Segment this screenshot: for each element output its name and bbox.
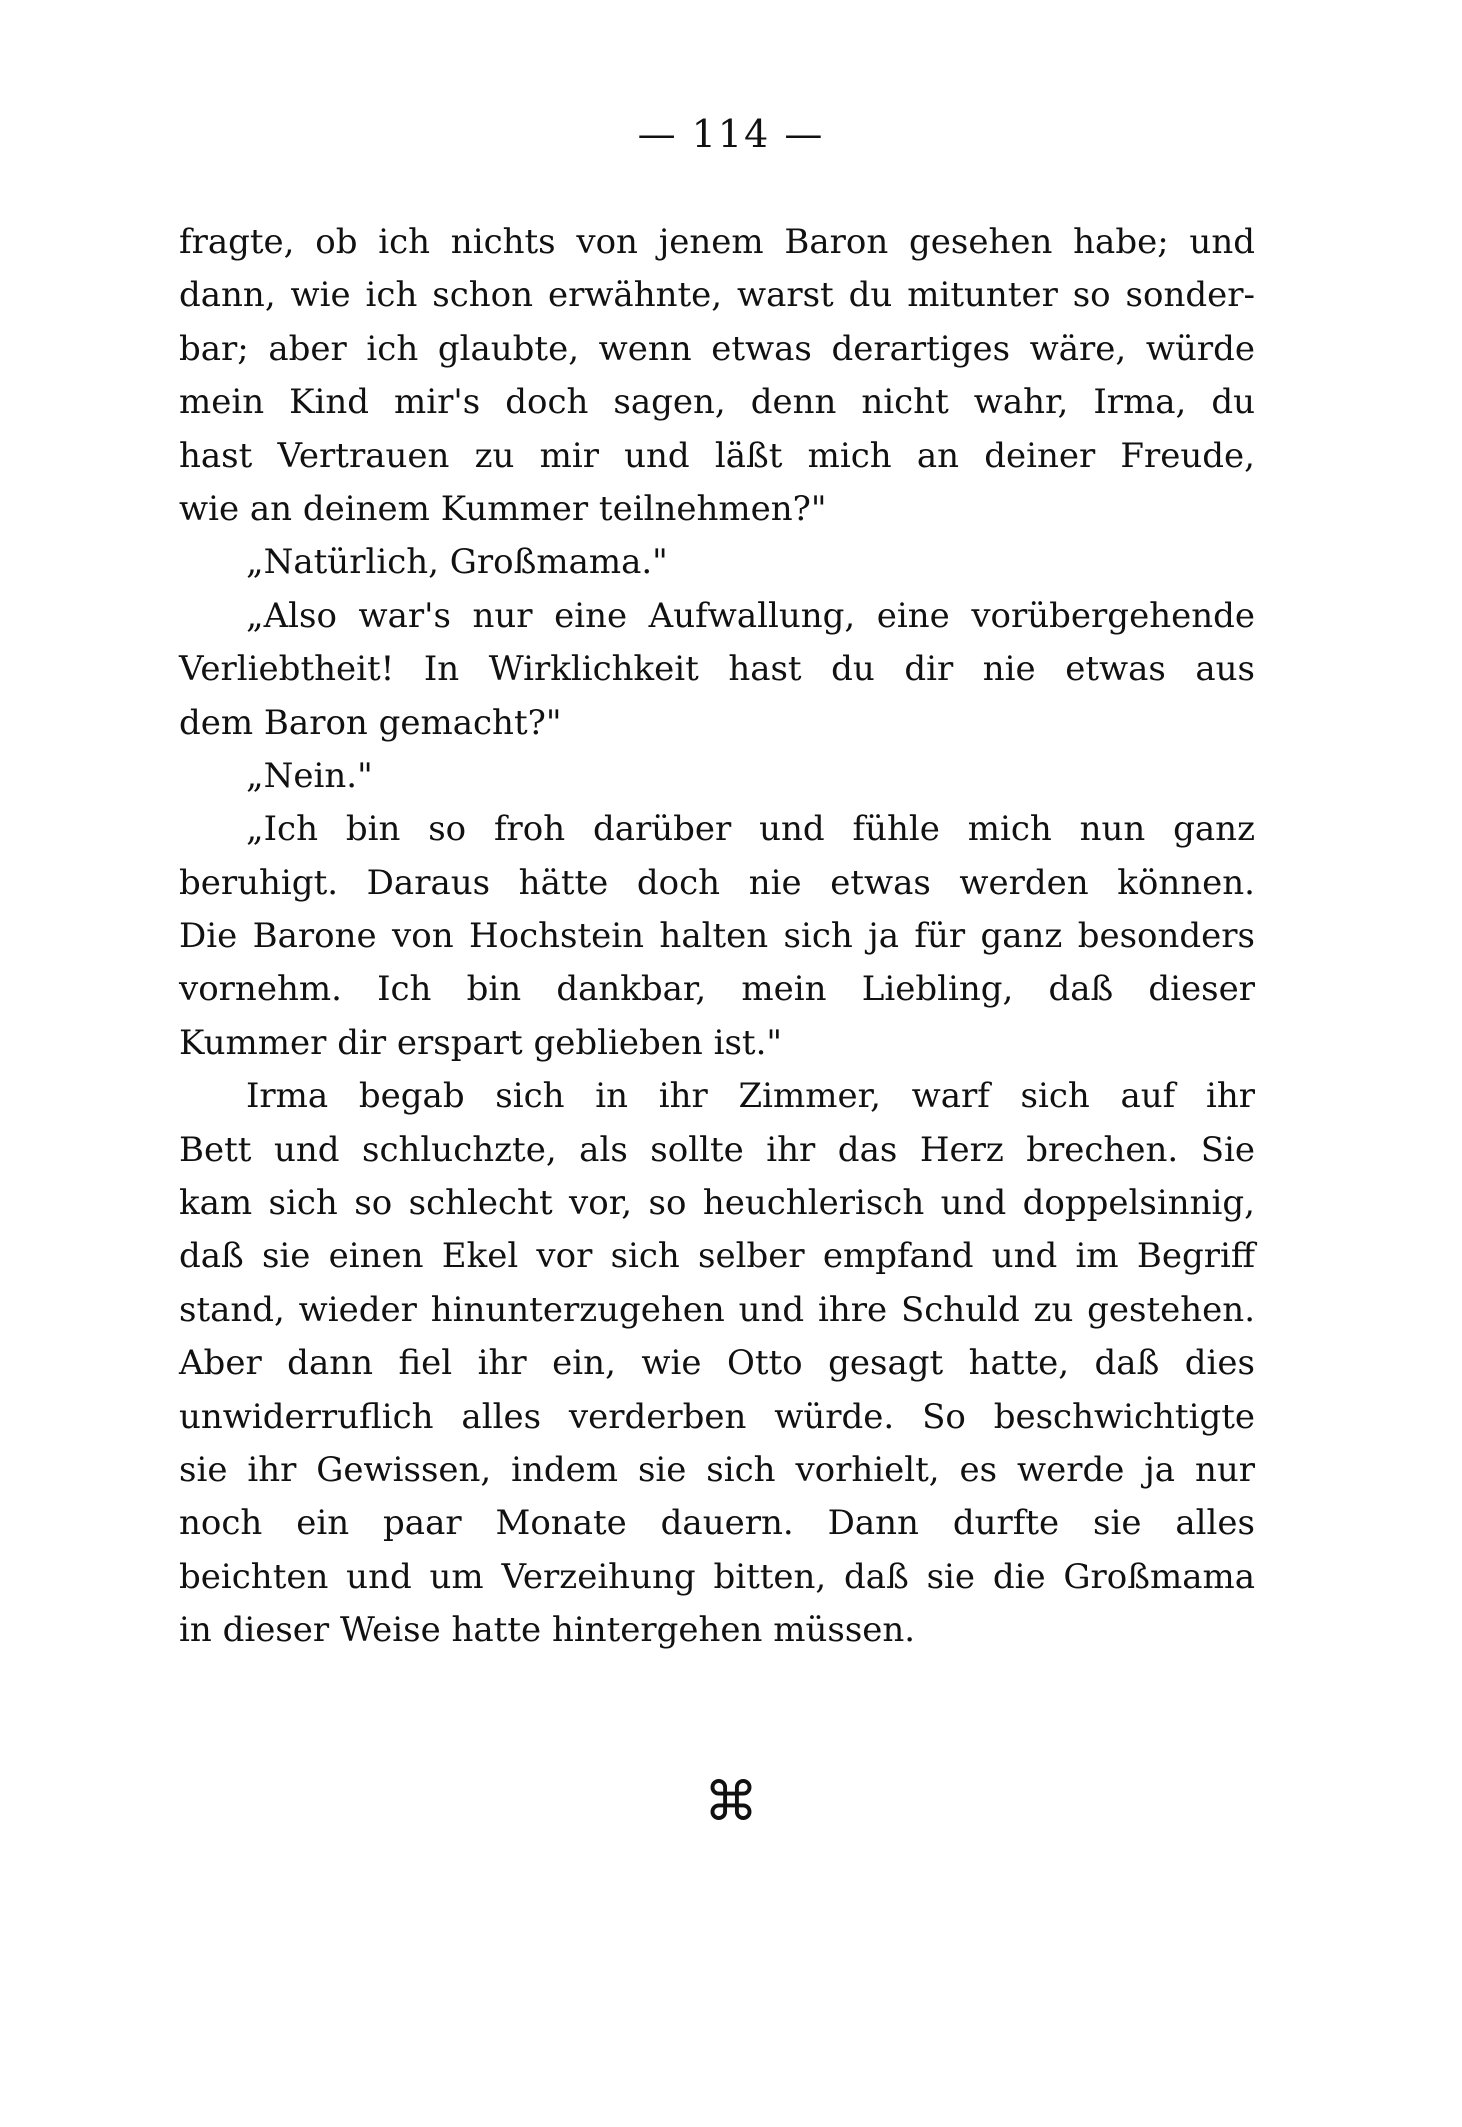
text-line: noch ein paar Monate dauern. Dann durfte sie alles: [179, 1503, 1255, 1544]
text-line: in dieser Weise hatte hintergehen müssen.: [179, 1610, 916, 1651]
text-line: „Natürlich, Großmama.": [246, 542, 668, 583]
text-line: dann, wie ich schon erwähnte, warst du mitunter so sonder-: [179, 275, 1255, 316]
text-line: „Also war's nur eine Aufwallung, eine vorübergehende: [246, 595, 1255, 636]
text-line: beichten und um Verzeihung bitten, daß sie die Großmama: [179, 1556, 1255, 1597]
text-line: Die Barone von Hochstein halten sich ja für ganz besonders: [179, 916, 1255, 957]
text-line: hast Vertrauen zu mir und läßt mich an deiner Freude,: [179, 435, 1255, 476]
text-line: Verliebtheit! In Wirklichkeit hast du dir nie etwas aus: [179, 649, 1255, 690]
text-line: „Ich bin so froh darüber und fühle mich nun ganz: [246, 809, 1255, 850]
text-line: bar; aber ich glaubte, wenn etwas derartiges wäre, würde: [179, 328, 1255, 369]
text-line: beruhigt. Daraus hätte doch nie etwas werden können.: [179, 862, 1255, 903]
text-line: Kummer dir erspart geblieben ist.": [179, 1022, 783, 1063]
text-line: unwiderruflich alles verderben würde. So beschwichtigte: [179, 1396, 1255, 1437]
page-number: — 114 —: [637, 112, 825, 156]
cloverleaf-ornament-icon: ⌘: [704, 1770, 758, 1833]
text-line: vornehm. Ich bin dankbar, mein Liebling, daß dieser: [179, 969, 1255, 1010]
text-line: sie ihr Gewissen, indem sie sich vorhielt, es werde ja nur: [179, 1449, 1255, 1490]
text-line: Aber dann fiel ihr ein, wie Otto gesagt hatte, daß dies: [179, 1343, 1255, 1384]
text-line: daß sie einen Ekel vor sich selber empfand und im Begriff: [179, 1236, 1255, 1277]
text-line: wie an deinem Kummer teilnehmen?": [179, 488, 827, 529]
text-line: „Nein.": [246, 755, 373, 796]
text-line: Bett und schluchzte, als sollte ihr das Herz brechen. Sie: [179, 1129, 1255, 1170]
text-line: stand, wieder hinunterzugehen und ihre Schuld zu gestehen.: [179, 1289, 1255, 1330]
text-line: dem Baron gemacht?": [179, 702, 562, 743]
text-line: fragte, ob ich nichts von jenem Baron gesehen habe; und: [179, 222, 1255, 262]
text-line: kam sich so schlecht vor, so heuchlerisch und doppelsinnig,: [179, 1183, 1255, 1224]
text-line: mein Kind mir's doch sagen, denn nicht wahr, Irma, du: [179, 382, 1255, 423]
text-line: Irma begab sich in ihr Zimmer, warf sich auf ihr: [246, 1076, 1255, 1117]
body-text: [179, 216, 1255, 1658]
